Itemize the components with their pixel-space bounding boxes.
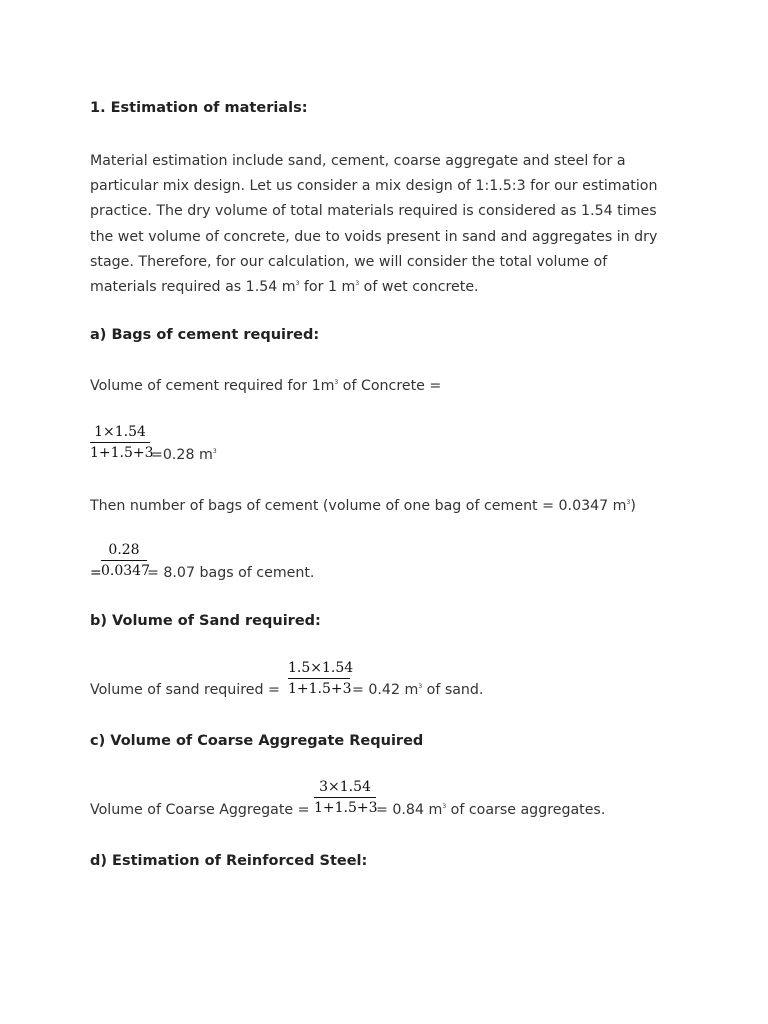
- cement-volume-label: Volume of cement required for $1m^3$ of Concrete =: [90, 378, 442, 394]
- fraction-numerator: 3×1.54: [319, 779, 371, 795]
- cement-volume-fraction: [90, 423, 154, 462]
- sand-label: Volume of sand required =: [90, 682, 280, 698]
- coarse-result: = 0.84 $m^3$ of coarse aggregates.: [376, 802, 606, 818]
- cement-bags-label: Then number of bags of cement (volume of one bag of cement = 0.0347 $m^3$): [90, 498, 636, 514]
- cement-bags-result: = 8.07 bags of cement.: [147, 565, 315, 581]
- fraction-denominator: 1+1.5+3: [90, 445, 154, 461]
- fraction-numerator: 1.5×1.54: [288, 660, 354, 676]
- steel-heading: d) Estimation of Reinforced Steel:: [90, 853, 368, 869]
- fraction-numerator: 0.28: [108, 542, 140, 558]
- sand-result: = 0.42 $m^3$ of sand.: [352, 682, 484, 698]
- fraction-bar: [314, 797, 376, 798]
- intro-line: practice. The dry volume of total materials required is considered as 1.54 times: [90, 203, 657, 220]
- section-title: 1. Estimation of materials:: [90, 100, 308, 116]
- cement-heading: a) Bags of cement required:: [90, 327, 320, 343]
- cement-bags-fraction: [101, 541, 150, 580]
- fraction-bar: [288, 678, 350, 679]
- intro-paragraph: [90, 149, 690, 300]
- sand-fraction: [288, 659, 354, 698]
- cement-bags-prefix: =: [90, 565, 102, 581]
- intro-line-last: materials required as 1.54 $m^3$ for 1 $m^3$ of wet concrete.: [90, 279, 479, 296]
- coarse-fraction: [314, 778, 376, 817]
- fraction-bar: [101, 560, 147, 561]
- intro-line: the wet volume of concrete, due to voids present in sand and aggregates in dry: [90, 228, 658, 245]
- fraction-denominator: 0.0347: [101, 563, 150, 579]
- fraction-denominator: 1+1.5+3: [288, 681, 352, 697]
- coarse-heading: c) Volume of Coarse Aggregate Required: [90, 733, 424, 749]
- coarse-label: Volume of Coarse Aggregate =: [90, 802, 310, 818]
- fraction-bar: [90, 442, 150, 443]
- intro-line: particular mix design. Let us consider a mix design of 1:1.5:3 for our estimation: [90, 178, 658, 195]
- intro-line: Material estimation include sand, cement, coarse aggregate and steel for a: [90, 153, 626, 169]
- fraction-numerator: 1×1.54: [94, 424, 146, 440]
- cement-volume-result: =0.28 $m^3$: [151, 447, 217, 463]
- intro-line: stage. Therefore, for our calculation, we will consider the total volume of: [90, 253, 608, 270]
- fraction-denominator: 1+1.5+3: [314, 800, 378, 816]
- sand-heading: b) Volume of Sand required:: [90, 613, 321, 629]
